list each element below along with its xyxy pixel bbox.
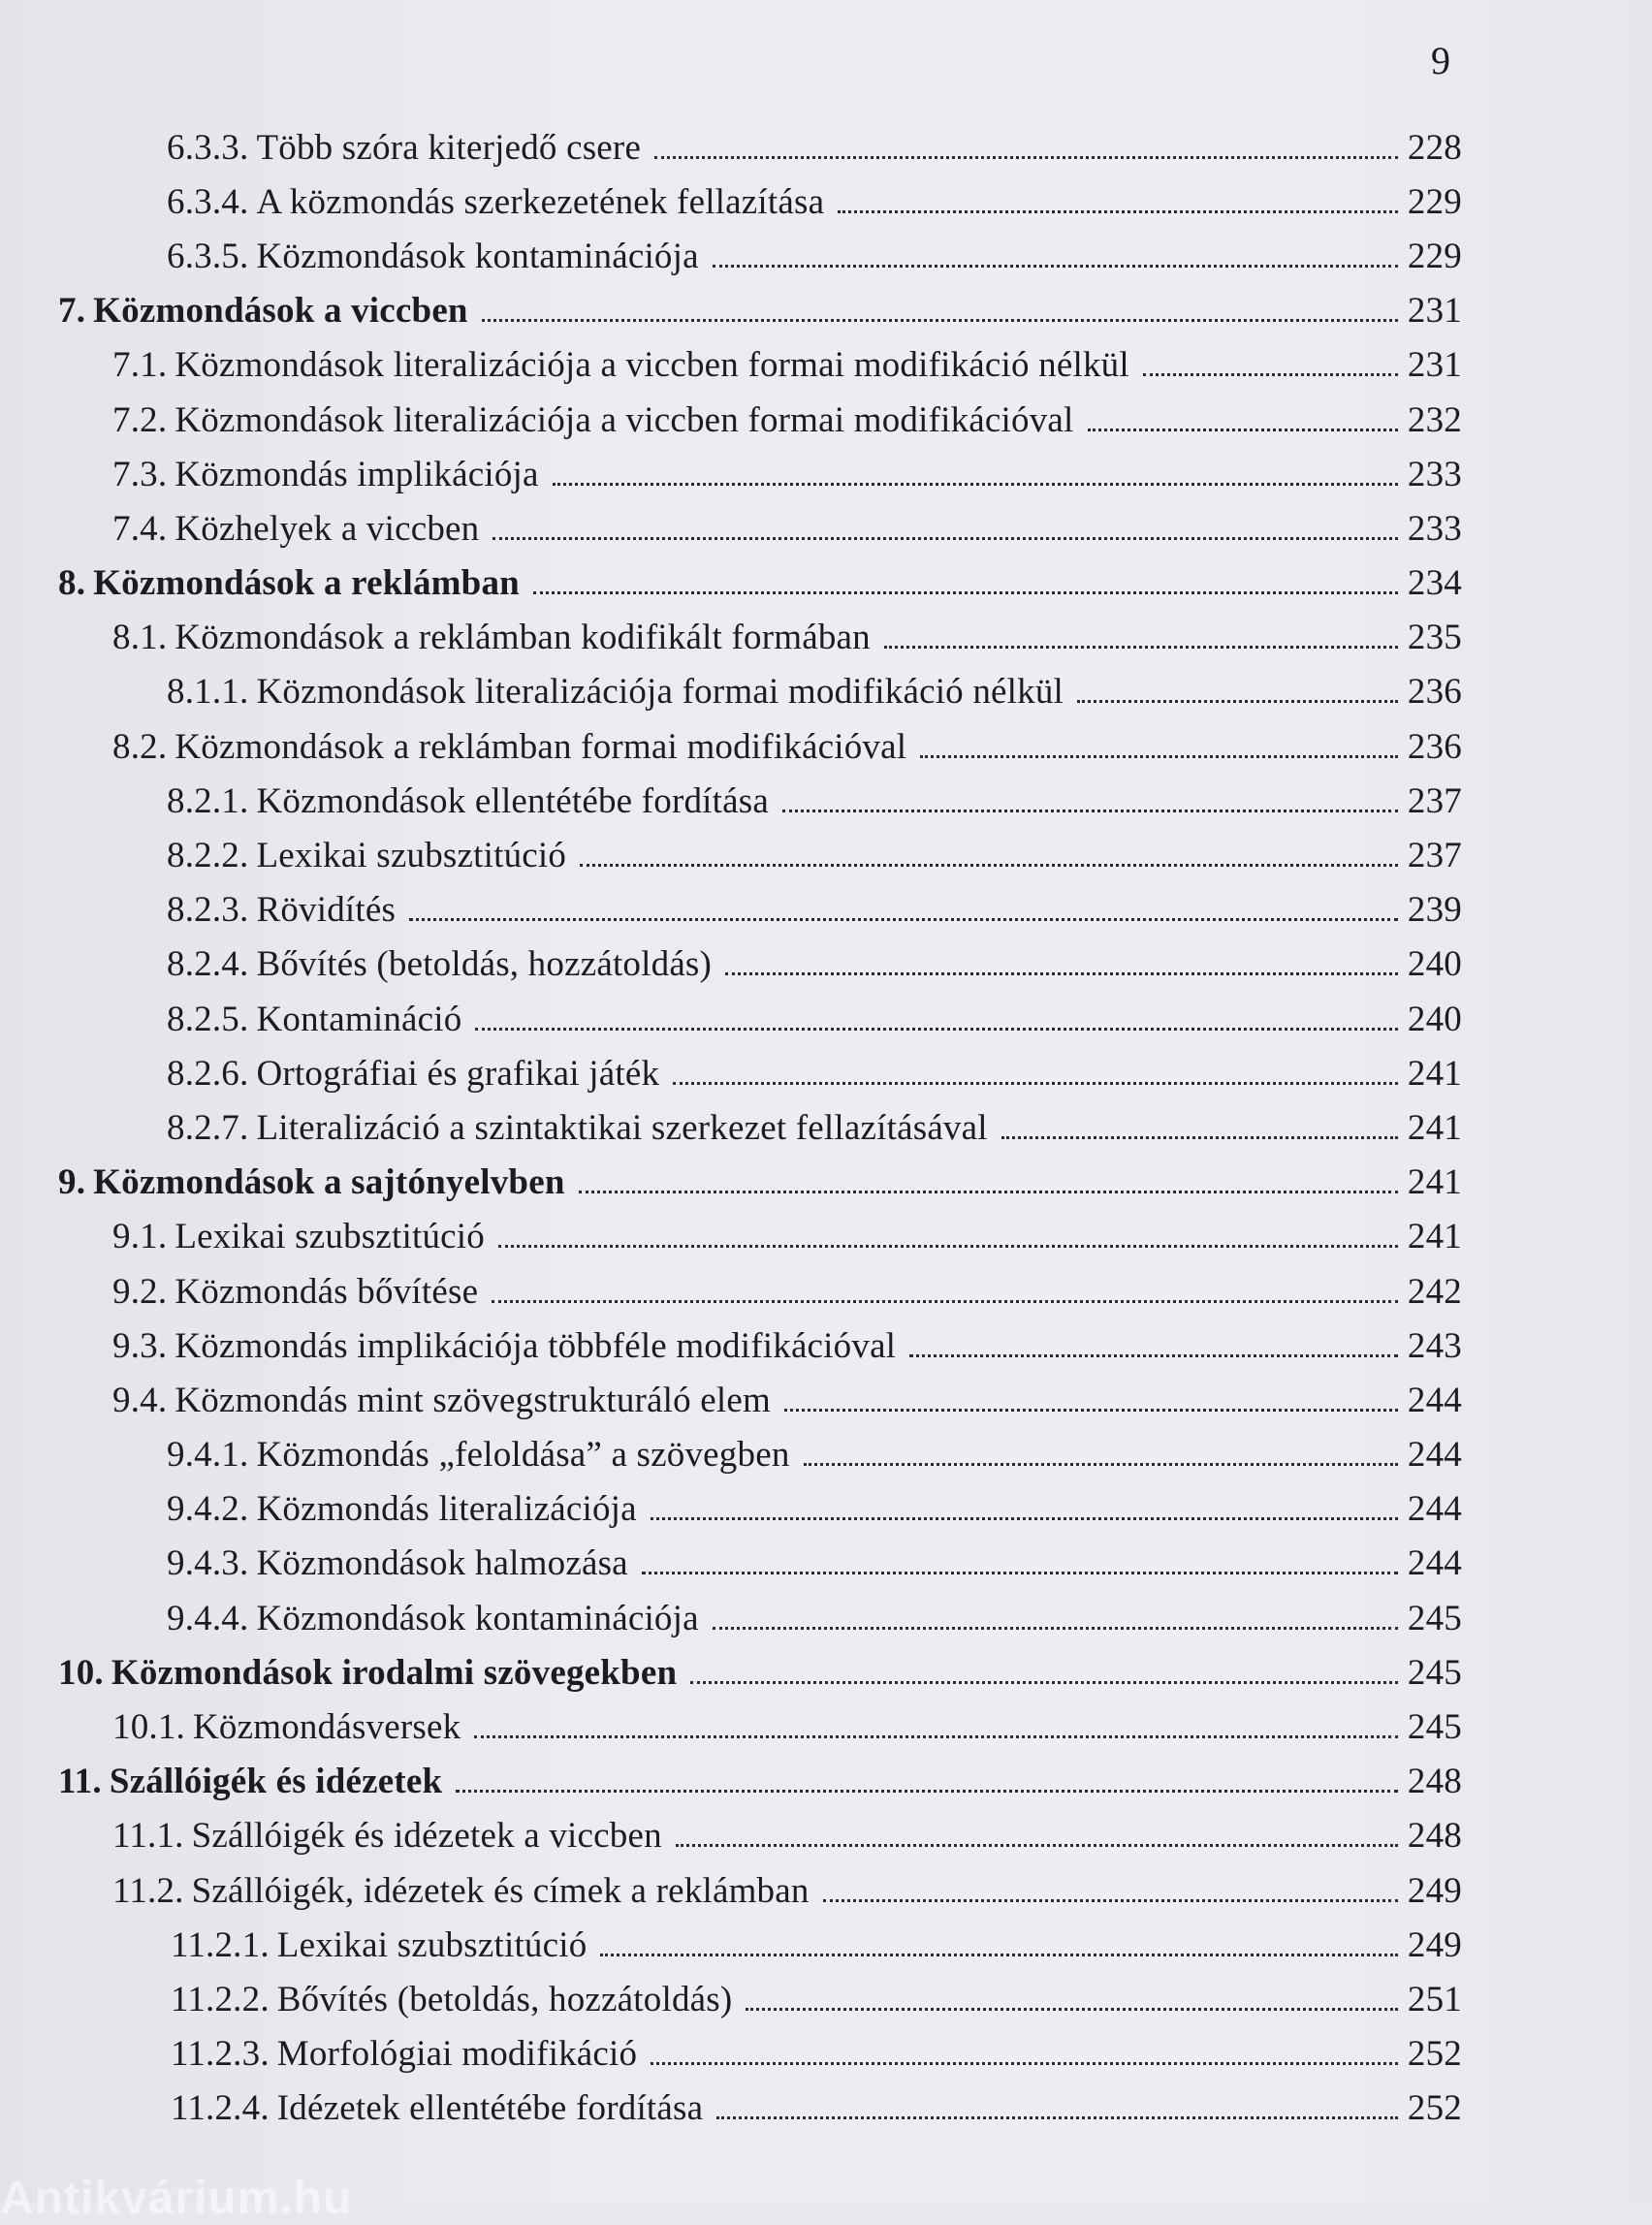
toc-entry-number: 9.4.3. xyxy=(167,1543,249,1584)
toc-entry-title: Szállóigék és idézetek a viccben xyxy=(191,1816,662,1857)
toc-entry-title: A közmondás szerkezetének fellazítása xyxy=(256,181,825,222)
toc-entry-title: Közmondások literalizációja a viccben formai modifikáció nélkül xyxy=(175,345,1129,386)
toc-entry-title: Lexikai szubsztitúció xyxy=(256,836,567,876)
toc-entry-number: 9.2. xyxy=(112,1271,168,1312)
toc-entry-page: 228 xyxy=(1407,127,1462,168)
dot-leader xyxy=(492,537,1398,540)
toc-entry xyxy=(0,1591,1462,1645)
toc-entry-page: 233 xyxy=(1407,454,1462,494)
toc-entry-title: Bővítés (betoldás, hozzátoldás) xyxy=(276,1979,733,2019)
toc-entry xyxy=(0,1373,1462,1427)
toc-entry xyxy=(0,1210,1462,1264)
toc-entry-number: 7.4. xyxy=(112,508,168,549)
toc-entry-number: 11.1. xyxy=(112,1816,184,1857)
toc-entry-page: 229 xyxy=(1407,181,1462,222)
toc-entry-page: 241 xyxy=(1407,1162,1462,1203)
toc-entry-title: Literalizáció a szintaktikai szerkezet fellazításával xyxy=(256,1107,988,1148)
toc-entry-page: 245 xyxy=(1407,1707,1462,1748)
toc-entry-number: 9.4.2. xyxy=(167,1489,249,1530)
toc-entry-page: 241 xyxy=(1407,1217,1462,1257)
toc-entry-title: Közmondások a reklámban formai modifikációval xyxy=(175,726,907,767)
toc-entry-page: 249 xyxy=(1407,1924,1462,1965)
toc-entry-title: Szállóigék és idézetek xyxy=(109,1762,443,1802)
toc-entry xyxy=(0,883,1462,938)
toc-entry-number: 7.2. xyxy=(112,399,168,440)
toc-entry-number: 8.2.2. xyxy=(167,836,249,876)
toc-entry-page: 229 xyxy=(1407,236,1462,276)
toc-entry-title: Lexikai szubsztitúció xyxy=(175,1217,485,1257)
toc-entry xyxy=(0,120,1462,175)
toc-entry xyxy=(0,2027,1462,2082)
toc-entry-page: 236 xyxy=(1407,672,1462,713)
dot-leader xyxy=(690,1681,1398,1684)
toc-entry xyxy=(0,938,1462,992)
toc-entry-number: 11.2.1. xyxy=(171,1924,270,1965)
toc-entry xyxy=(0,611,1462,665)
toc-entry xyxy=(0,556,1462,611)
toc-entry-page: 244 xyxy=(1407,1380,1462,1420)
dot-leader xyxy=(579,1191,1398,1193)
dot-leader xyxy=(1088,429,1398,431)
dot-leader xyxy=(409,918,1398,921)
toc-entry-page: 248 xyxy=(1407,1816,1462,1857)
dot-leader xyxy=(713,1627,1398,1630)
toc-entry-number: 6.3.4. xyxy=(167,181,249,222)
toc-entry-title: Közmondások literalizációja a viccben formai modifikációval xyxy=(175,399,1074,440)
toc-entry-page: 239 xyxy=(1407,890,1462,931)
toc-entry xyxy=(0,1809,1462,1863)
dot-leader xyxy=(746,2008,1398,2011)
toc-entry xyxy=(0,719,1462,774)
toc-entry-page: 240 xyxy=(1407,999,1462,1039)
toc-entry xyxy=(0,665,1462,719)
toc-entry xyxy=(0,284,1462,338)
toc-entry-title: Közmondások irodalmi szövegekben xyxy=(111,1652,678,1693)
toc-entry-page: 241 xyxy=(1407,1053,1462,1094)
toc-entry-number: 11. xyxy=(58,1762,102,1802)
toc-entry-page: 244 xyxy=(1407,1489,1462,1530)
toc-entry-number: 9.4.4. xyxy=(167,1598,249,1638)
toc-entry-number: 8.2.5. xyxy=(167,999,249,1039)
dot-leader xyxy=(553,483,1398,486)
dot-leader xyxy=(492,1300,1398,1303)
toc-entry-number: 10. xyxy=(58,1652,104,1693)
toc-entry-number: 8.2.6. xyxy=(167,1053,249,1094)
toc-entry-title: Közmondások a sajtónyelvben xyxy=(93,1162,565,1203)
toc-entry-number: 11.2.4. xyxy=(171,2088,270,2129)
toc-entry-page: 252 xyxy=(1407,2034,1462,2075)
toc-entry-page: 248 xyxy=(1407,1762,1462,1802)
toc-entry-number: 9. xyxy=(58,1162,86,1203)
toc-entry-number: 7.1. xyxy=(112,345,168,386)
toc-entry-page: 232 xyxy=(1407,399,1462,440)
toc-entry-title: Rövidítés xyxy=(256,890,397,931)
dot-leader xyxy=(784,1409,1398,1412)
toc-entry-number: 8.2. xyxy=(112,726,168,767)
toc-entry xyxy=(0,828,1462,882)
dot-leader xyxy=(838,210,1398,213)
dot-leader xyxy=(482,319,1398,322)
toc-entry xyxy=(0,1755,1462,1809)
dot-leader xyxy=(475,1028,1398,1031)
toc-entry-number: 11.2.2. xyxy=(171,1979,270,2019)
dot-leader xyxy=(533,591,1398,594)
toc-entry-title: Közmondások kontaminációja xyxy=(256,1598,699,1638)
toc-entry-title: Kontamináció xyxy=(256,999,462,1039)
dot-leader xyxy=(1077,700,1398,703)
dot-leader xyxy=(823,1899,1398,1902)
toc-entry-page: 242 xyxy=(1407,1271,1462,1312)
toc-entry-title: Közmondások kontaminációja xyxy=(256,236,699,276)
dot-leader xyxy=(909,1354,1398,1357)
dot-leader xyxy=(600,1954,1398,1956)
toc-entry-title: Közmondás implikációja xyxy=(175,454,539,494)
toc-entry-number: 10.1. xyxy=(112,1707,185,1748)
dot-leader xyxy=(456,1790,1398,1793)
toc-entry-title: Közmondás literalizációja xyxy=(256,1489,637,1530)
toc-entry xyxy=(0,229,1462,283)
toc-entry xyxy=(0,338,1462,393)
toc-entry-title: Közmondás mint szövegstrukturáló elem xyxy=(175,1380,771,1420)
toc-entry-number: 6.3.3. xyxy=(167,127,249,168)
toc-entry-title: Közmondások a viccben xyxy=(93,291,468,332)
toc-entry-number: 8.1.1. xyxy=(167,672,249,713)
toc-entry-number: 9.1. xyxy=(112,1217,168,1257)
toc-entry-page: 235 xyxy=(1407,618,1462,658)
toc-entry-page: 243 xyxy=(1407,1325,1462,1366)
toc-entry-page: 252 xyxy=(1407,2088,1462,2129)
dot-leader xyxy=(676,1844,1398,1847)
dot-leader xyxy=(498,1245,1398,1248)
toc-entry-title: Közmondásversek xyxy=(193,1707,461,1748)
dot-leader xyxy=(654,156,1398,159)
toc-entry-title: Közmondás bővítése xyxy=(175,1271,479,1312)
toc-entry-number: 7. xyxy=(58,291,86,332)
toc-entry-title: Szállóigék, idézetek és címek a reklámban xyxy=(191,1870,810,1911)
toc-entry xyxy=(0,1100,1462,1155)
toc-entry-page: 231 xyxy=(1407,291,1462,332)
toc-entry xyxy=(0,1264,1462,1319)
toc-entry xyxy=(0,501,1462,556)
toc-entry-title: Közmondások a reklámban xyxy=(93,563,520,604)
dot-leader xyxy=(725,972,1398,975)
toc-entry-page: 244 xyxy=(1407,1435,1462,1476)
toc-entry xyxy=(0,774,1462,828)
toc-entry-title: Közmondások halmozása xyxy=(256,1543,628,1584)
dot-leader xyxy=(580,864,1398,867)
dot-leader xyxy=(651,1517,1398,1520)
toc-entry-title: Közmondások ellentétébe fordítása xyxy=(256,780,769,821)
toc-entry xyxy=(0,1319,1462,1373)
dot-leader xyxy=(713,265,1398,268)
toc-entry-number: 7.3. xyxy=(112,454,168,494)
dot-leader xyxy=(474,1735,1398,1738)
toc-entry xyxy=(0,1046,1462,1100)
toc-entry-page: 231 xyxy=(1407,345,1462,386)
toc-entry-page: 240 xyxy=(1407,944,1462,985)
toc-entry-title: Közmondás implikációja többféle modifikációval xyxy=(175,1325,897,1366)
toc-entry-page: 237 xyxy=(1407,780,1462,821)
toc-entry-title: Közmondás „feloldása” a szövegben xyxy=(256,1435,790,1476)
dot-leader xyxy=(1143,373,1398,376)
toc-entry-title: Morfológiai modifikáció xyxy=(276,2034,638,2075)
dot-leader xyxy=(920,755,1398,758)
toc-entry xyxy=(0,1537,1462,1591)
table-of-contents xyxy=(0,120,1652,2136)
toc-entry-number: 8. xyxy=(58,563,86,604)
toc-entry-number: 9.3. xyxy=(112,1325,168,1366)
toc-entry-title: Közmondások a reklámban kodifikált formában xyxy=(175,618,871,658)
dot-leader xyxy=(716,2116,1398,2119)
toc-entry-number: 11.2. xyxy=(112,1870,184,1911)
toc-entry-number: 8.2.4. xyxy=(167,944,249,985)
dot-leader xyxy=(651,2062,1398,2065)
dot-leader xyxy=(782,810,1398,812)
toc-entry xyxy=(0,1700,1462,1754)
toc-entry-number: 9.4.1. xyxy=(167,1435,249,1476)
toc-entry-page: 245 xyxy=(1407,1652,1462,1693)
toc-entry-page: 233 xyxy=(1407,508,1462,549)
dot-leader xyxy=(804,1463,1398,1466)
toc-entry-page: 241 xyxy=(1407,1107,1462,1148)
toc-entry xyxy=(0,447,1462,501)
toc-entry xyxy=(0,1482,1462,1537)
toc-entry-title: Ortográfiai és grafikai játék xyxy=(256,1053,660,1094)
toc-entry-page: 251 xyxy=(1407,1979,1462,2019)
toc-entry xyxy=(0,1156,1462,1210)
toc-entry-number: 8.1. xyxy=(112,618,168,658)
toc-entry xyxy=(0,175,1462,229)
toc-entry-page: 236 xyxy=(1407,726,1462,767)
toc-entry-page: 245 xyxy=(1407,1598,1462,1638)
dot-leader xyxy=(642,1572,1398,1574)
toc-entry-number: 8.2.1. xyxy=(167,780,249,821)
toc-entry-number: 8.2.7. xyxy=(167,1107,249,1148)
toc-entry-page: 249 xyxy=(1407,1870,1462,1911)
toc-entry xyxy=(0,1972,1462,2026)
page-number: 9 xyxy=(1431,39,1450,82)
toc-entry-page: 234 xyxy=(1407,563,1462,604)
toc-entry-title: Közmondások literalizációja formai modifikáció nélkül xyxy=(256,672,1064,713)
toc-entry xyxy=(0,1918,1462,1972)
toc-entry xyxy=(0,1645,1462,1700)
toc-entry-title: Idézetek ellentétébe fordítása xyxy=(276,2088,704,2129)
toc-entry-title: Lexikai szubsztitúció xyxy=(276,1924,588,1965)
toc-entry-page: 237 xyxy=(1407,836,1462,876)
toc-entry xyxy=(0,2082,1462,2136)
watermark: Antikvárium.hu xyxy=(0,2173,353,2224)
toc-entry-title: Több szóra kiterjedő csere xyxy=(256,127,642,168)
dot-leader xyxy=(884,646,1398,649)
toc-entry xyxy=(0,1863,1462,1918)
dot-leader xyxy=(673,1082,1398,1085)
toc-entry-number: 8.2.3. xyxy=(167,890,249,931)
dot-leader xyxy=(1001,1136,1398,1139)
toc-entry-title: Közhelyek a viccben xyxy=(175,508,480,549)
toc-entry xyxy=(0,393,1462,447)
toc-entry-number: 11.2.3. xyxy=(171,2034,270,2075)
toc-entry xyxy=(0,1428,1462,1482)
toc-entry-number: 6.3.5. xyxy=(167,236,249,276)
toc-entry-page: 244 xyxy=(1407,1543,1462,1584)
toc-entry-title: Bővítés (betoldás, hozzátoldás) xyxy=(256,944,713,985)
toc-entry-number: 9.4. xyxy=(112,1380,168,1420)
toc-entry xyxy=(0,992,1462,1046)
